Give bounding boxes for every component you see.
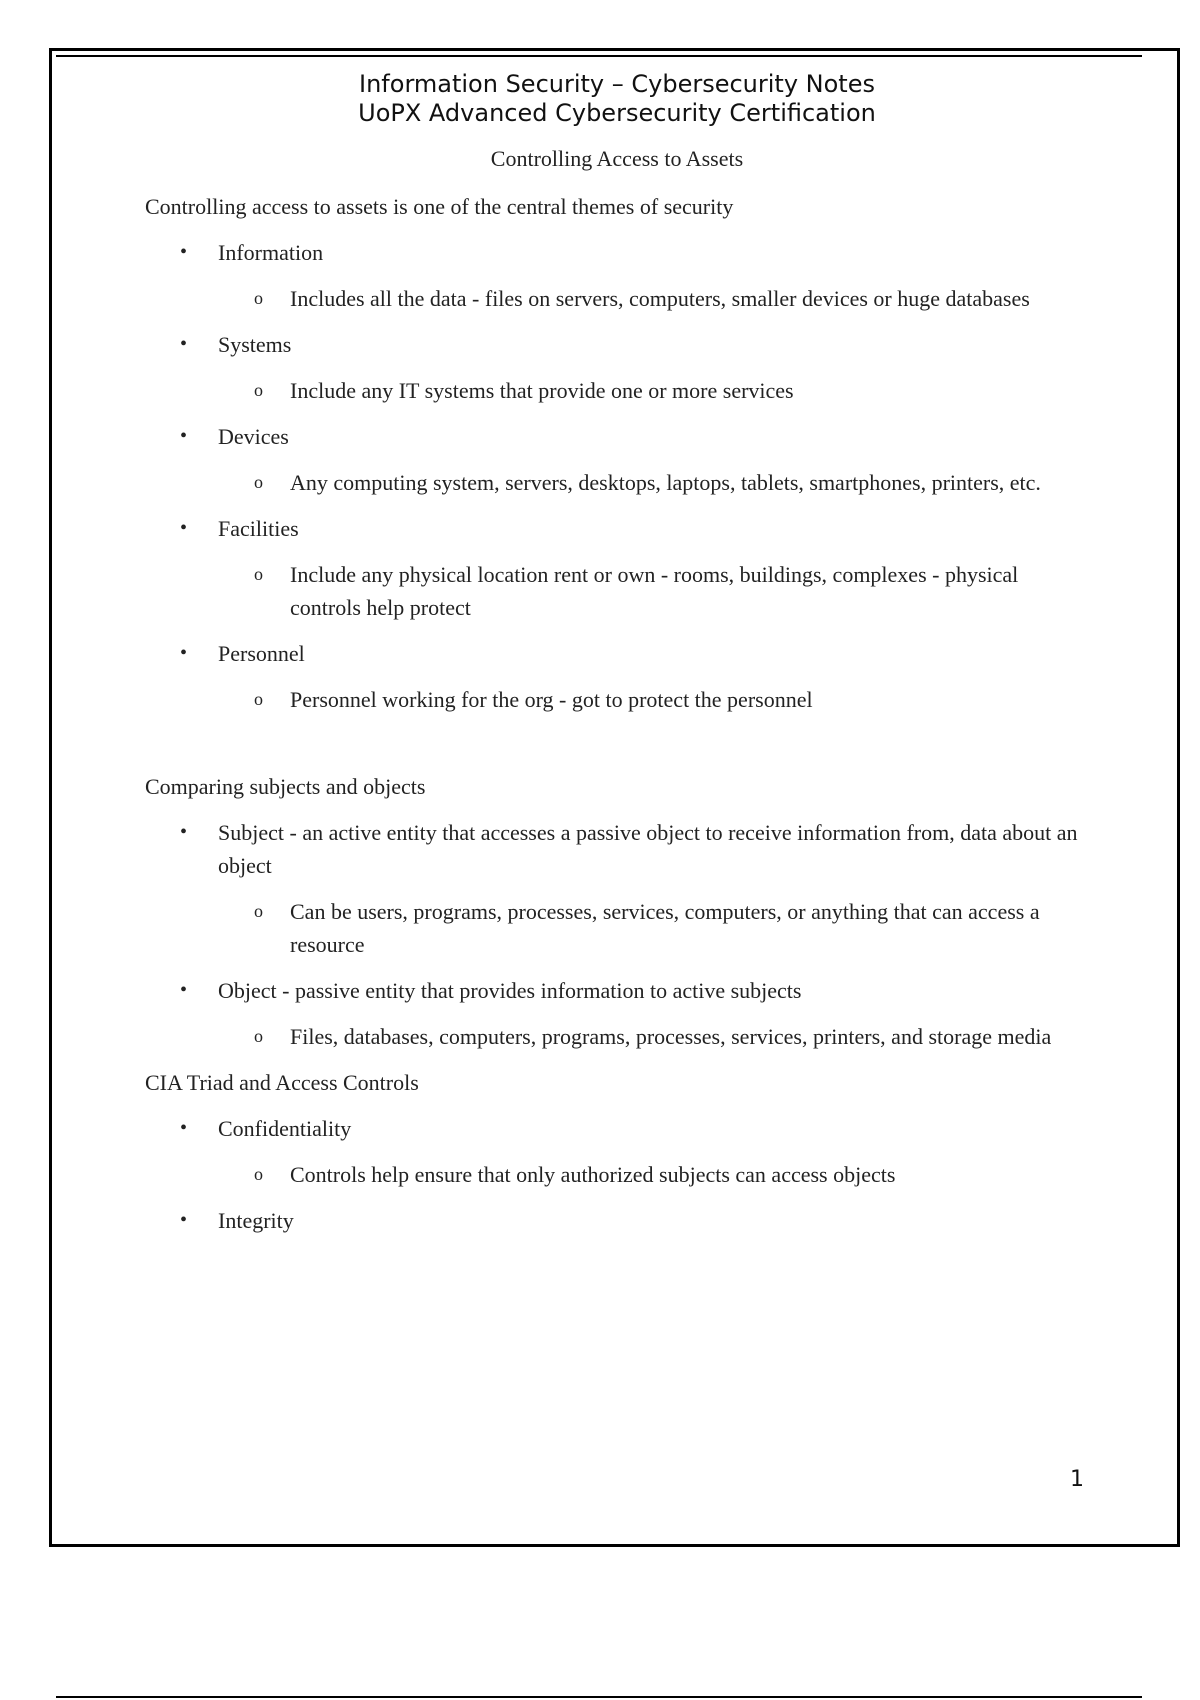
sub-bullet-item: o Any computing system, servers, desktops, laptops, tablets, smartphones, printers, etc. bbox=[145, 466, 1085, 499]
sub-bullet-item: o Include any physical location rent or own - rooms, buildings, complexes - physical controls help protect bbox=[145, 558, 1085, 624]
sub-bullet-item: o Files, databases, computers, programs, processes, services, printers, and storage media bbox=[145, 1020, 1085, 1053]
sub-bullet-item: o Can be users, programs, processes, services, computers, or anything that can access a resource bbox=[145, 895, 1085, 961]
bullet-item: • Subject - an active entity that accesses a passive object to receive information from, data about an object bbox=[145, 816, 1085, 882]
bottom-rule bbox=[56, 1696, 1142, 1698]
bullet-item: • Integrity bbox=[145, 1204, 1085, 1237]
cia-heading: CIA Triad and Access Controls bbox=[145, 1070, 419, 1095]
section-heading: Controlling Access to Assets bbox=[490, 146, 744, 171]
subjects-heading: Comparing subjects and objects bbox=[145, 774, 426, 799]
sub-bullet-item: o Includes all the data - files on servers, computers, smaller devices or huge databases bbox=[145, 282, 1085, 315]
header-title: Information Security – Cybersecurity Notes bbox=[359, 70, 875, 98]
bullet-item: • Object - passive entity that provides information to active subjects bbox=[145, 974, 1085, 1007]
page-number: 1 bbox=[1070, 1467, 1084, 1492]
bullet-item: • Systems bbox=[145, 328, 1085, 361]
assets-intro: Controlling access to assets is one of the central themes of security bbox=[145, 194, 734, 219]
bullet-item: • Confidentiality bbox=[145, 1112, 1085, 1145]
document-body bbox=[145, 190, 1085, 1250]
header-subtitle: UoPX Advanced Cybersecurity Certification bbox=[358, 99, 876, 127]
page-header bbox=[0, 70, 1200, 128]
bullet-item: • Personnel bbox=[145, 637, 1085, 670]
bullet-item: • Devices bbox=[145, 420, 1085, 453]
sub-bullet-item: o Controls help ensure that only authorized subjects can access objects bbox=[145, 1158, 1085, 1191]
sub-bullet-item: o Personnel working for the org - got to protect the personnel bbox=[145, 683, 1085, 716]
bullet-item: • Facilities bbox=[145, 512, 1085, 545]
bullet-item: • Information bbox=[145, 236, 1085, 269]
sub-bullet-item: o Include any IT systems that provide one or more services bbox=[145, 374, 1085, 407]
